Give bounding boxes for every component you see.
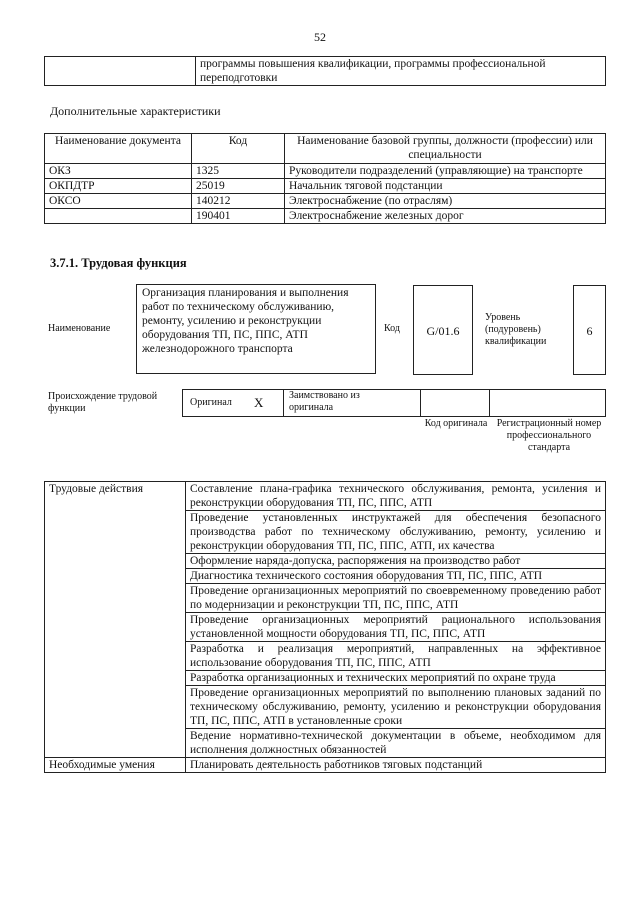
cell-name: Руководители подразделений (управляющие) на транспорте	[285, 164, 606, 179]
name-label: Наименование	[48, 323, 111, 334]
skills-label: Необходимые умения	[45, 758, 186, 773]
origin-label: Происхождение трудовой функции	[48, 391, 158, 414]
cell-code: 25019	[192, 179, 285, 194]
top-right-cell: программы повышения квалификации, программы профессиональной переподготовки	[196, 57, 606, 86]
reg-number-caption: Регистрационный номер профессионального стандарта	[496, 418, 602, 453]
original-label: Оригинал	[190, 397, 232, 408]
code-label: Код	[384, 323, 400, 334]
cell-doc: ОКСО	[45, 194, 192, 209]
labor-action-item: Ведение нормативно-технической документации в объеме, необходимом для исполнения должностных обязанностей	[186, 729, 606, 758]
table-row	[45, 179, 606, 194]
top-left-cell	[45, 57, 196, 86]
origin-divider	[489, 389, 490, 417]
function-name-box: Организация планирования и выполнения работ по техническому обслуживанию, ремонту, усилению и реконструкции оборудования ТП, ПС, ППС, АТП железнодорожного транспорта	[136, 284, 376, 374]
header-group-name: Наименование базовой группы, должности (профессии) или специальности	[285, 134, 606, 164]
table-row	[45, 209, 606, 224]
cell-name: Начальник тяговой подстанции	[285, 179, 606, 194]
function-code-box: G/01.6	[413, 285, 473, 375]
labor-action-item: Составление плана-графика технического обслуживания, ремонта, усиления и реконструкции оборудования ТП, ПС, ППС, АТП	[186, 482, 606, 511]
labor-action-item: Разработка и реализация мероприятий, направленных на эффективное использование оборудования ТП, ПС, ППС, АТП	[186, 642, 606, 671]
cell-code: 190401	[192, 209, 285, 224]
table-row	[45, 194, 606, 209]
original-mark: X	[254, 395, 264, 410]
function-heading: 3.7.1. Трудовая функция	[50, 256, 187, 270]
cell-doc: ОКЗ	[45, 164, 192, 179]
origin-divider	[283, 389, 284, 417]
labor-action-item: Разработка организационных и технических мероприятий по охране труда	[186, 671, 606, 686]
cell-name: Электроснабжение (по отраслям)	[285, 194, 606, 209]
code-original-caption: Код оригинала	[424, 418, 488, 429]
labor-action-item: Проведение организационных мероприятий по своевременному проведению работ по модернизации и реконструкции ТП, ПС, ППС, АТП	[186, 584, 606, 613]
labor-action-item: Диагностика технического состояния оборудования ТП, ПС, ППС, АТП	[186, 569, 606, 584]
level-label: Уровень (подуровень) квалификации	[485, 312, 547, 347]
additional-characteristics-title: Дополнительные характеристики	[50, 104, 221, 118]
page-number: 52	[314, 30, 326, 44]
table-row	[45, 482, 606, 511]
cell-doc: ОКПДТР	[45, 179, 192, 194]
labor-action-item: Проведение установленных инструктажей для обеспечения безопасного производства работ по техническому обслуживанию, ремонту, усилению и реконструкции оборудования ТП, ПС, ППС, АТП, их качества	[186, 511, 606, 554]
cell-code: 140212	[192, 194, 285, 209]
labor-action-item: Проведение организационных мероприятий по выполнению плановых заданий по техническому обслуживанию, ремонту, усилению и реконструкции оборудования ТП, ПС, ППС, АТП в установленные сроки	[186, 686, 606, 729]
table-row	[45, 758, 606, 773]
origin-divider	[420, 389, 421, 417]
labor-action-item: Оформление наряда-допуска, распоряжения на производство работ	[186, 554, 606, 569]
cell-doc	[45, 209, 192, 224]
header-doc-name: Наименование документа	[45, 134, 192, 164]
labor-actions-table	[44, 481, 606, 773]
table-row	[45, 164, 606, 179]
cell-name: Электроснабжение железных дорог	[285, 209, 606, 224]
labor-action-item: Проведение организационных мероприятий рационального использования установленной мощности оборудования ТП, ПС, ППС, АТП	[186, 613, 606, 642]
cell-code: 1325	[192, 164, 285, 179]
skill-item: Планировать деятельность работников тяговых подстанций	[186, 758, 606, 773]
top-continuation-table	[44, 56, 606, 86]
borrowed-label: Заимствовано из оригинала	[289, 390, 360, 413]
characteristics-table	[44, 133, 606, 224]
header-code: Код	[192, 134, 285, 164]
level-box: 6	[573, 285, 606, 375]
labor-actions-label: Трудовые действия	[45, 482, 186, 758]
